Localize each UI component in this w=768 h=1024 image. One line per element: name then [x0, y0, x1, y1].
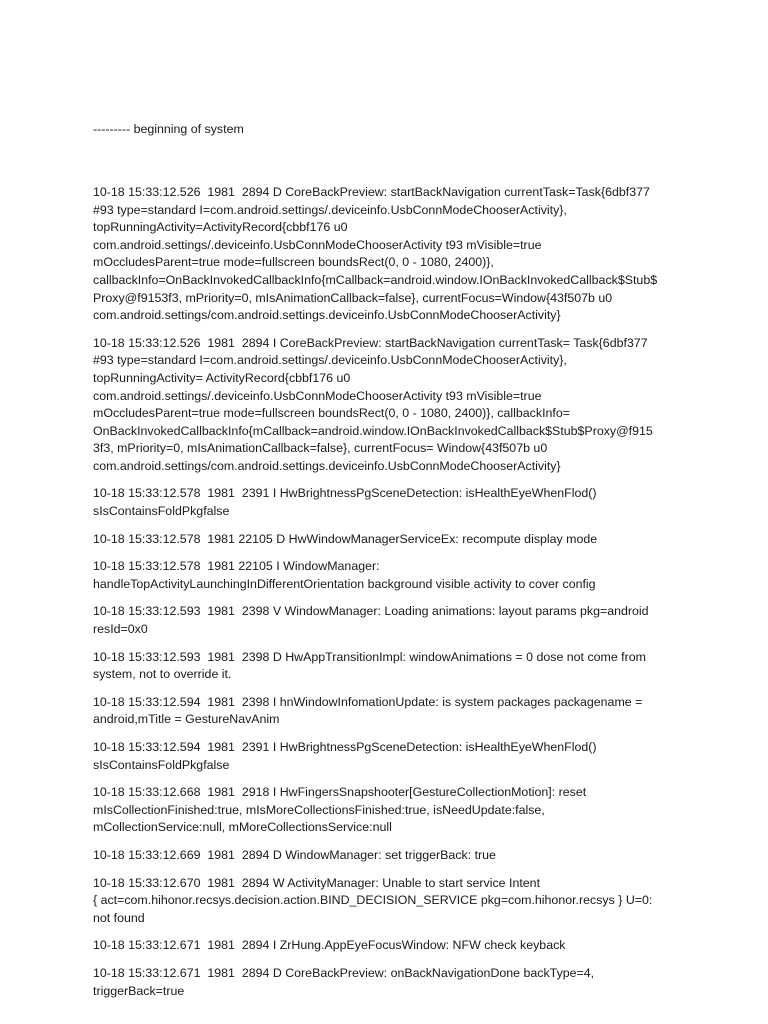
log-line: com.android.settings/.deviceinfo.UsbConnModeChooserActivity t93 mVisible=true	[93, 237, 542, 252]
log-line: callbackInfo=OnBackInvokedCallbackInfo{mCallback=android.window.IOnBackInvokedCallback$Stub$	[93, 272, 658, 287]
log-line: 10-18 15:33:12.668 1981 2918 I HwFingersSnapshooter[GestureCollectionMotion]: reset	[93, 785, 587, 800]
log-line: 10-18 15:33:12.594 1981 2398 I hnWindowInfomationUpdate: is system packages packagename =	[93, 694, 643, 709]
log-document	[93, 86, 683, 1010]
log-line: 10-18 15:33:12.671 1981 2894 I ZrHung.AppEyeFocusWindow: NFW check keyback	[93, 938, 566, 953]
log-line: 10-18 15:33:12.670 1981 2894 W ActivityManager: Unable to start service Intent	[93, 875, 541, 890]
log-line: 10-18 15:33:12.593 1981 2398 V WindowManager: Loading animations: layout params pkg=android	[93, 604, 649, 619]
log-entry	[93, 531, 683, 549]
log-line: #93 type=standard I=com.android.settings/.deviceinfo.UsbConnModeChooserActivity},	[93, 353, 567, 368]
log-line: 10-18 15:33:12.593 1981 2398 D HwAppTransitionImpl: windowAnimations = 0 dose not come from	[93, 649, 646, 664]
log-entry	[93, 965, 683, 1000]
log-entry	[93, 184, 683, 325]
log-entry	[93, 739, 683, 774]
log-line: topRunningActivity=ActivityRecord{cbbf176 u0	[93, 220, 348, 235]
log-line: com.android.settings/com.android.settings.deviceinfo.UsbConnModeChooserActivity}	[93, 458, 561, 473]
log-line: topRunningActivity= ActivityRecord{cbbf176 u0	[93, 370, 351, 385]
log-line: mCollectionService:null, mMoreCollectionsService:null	[93, 820, 392, 835]
log-line: 10-18 15:33:12.578 1981 22105 I WindowManager:	[93, 559, 380, 574]
log-entry	[93, 784, 683, 837]
log-line: sIsContainsFoldPkgfalse	[93, 504, 230, 519]
log-entry	[93, 847, 683, 865]
log-line: 10-18 15:33:12.526 1981 2894 D CoreBackPreview: startBackNavigation currentTask=Task{6dbf377	[93, 184, 650, 199]
log-line: 10-18 15:33:12.671 1981 2894 D CoreBackPreview: onBackNavigationDone backType=4,	[93, 965, 595, 980]
log-line: 10-18 15:33:12.578 1981 22105 D HwWindowManagerServiceEx: recompute display mode	[93, 531, 598, 546]
log-entry	[93, 649, 683, 684]
log-entry	[93, 335, 683, 476]
log-entries	[93, 184, 683, 1000]
log-line: resId=0x0	[93, 622, 148, 637]
log-entry	[93, 937, 683, 955]
log-line: com.android.settings/com.android.settings.deviceinfo.UsbConnModeChooserActivity}	[93, 308, 561, 323]
log-line: 10-18 15:33:12.669 1981 2894 D WindowManager: set triggerBack: true	[93, 847, 496, 862]
log-line: 10-18 15:33:12.526 1981 2894 I CoreBackPreview: startBackNavigation currentTask= Task{6dbf377	[93, 335, 648, 350]
log-entry	[93, 694, 683, 729]
log-line: Proxy@f9153f3, mPriority=0, mIsAnimationCallback=false}, currentFocus=Window{43f507b u0	[93, 290, 613, 305]
log-line: system, not to override it.	[93, 667, 232, 682]
log-line: not found	[93, 910, 145, 925]
log-entry	[93, 558, 683, 593]
log-line: 10-18 15:33:12.594 1981 2391 I HwBrightnessPgSceneDetection: isHealthEyeWhenFlod()	[93, 740, 597, 754]
log-entry	[93, 603, 683, 638]
log-line: com.android.settings/.deviceinfo.UsbConnModeChooserActivity t93 mVisible=true	[93, 388, 542, 403]
log-line: 3f3, mPriority=0, mIsAnimationCallback=false}, currentFocus= Window{43f507b u0	[93, 441, 548, 456]
log-line: handleTopActivityLaunchingInDifferentOrientation background visible activity to cover config	[93, 576, 596, 591]
log-line: { act=com.hihonor.recsys.decision.action.BIND_DECISION_SERVICE pkg=com.hihonor.recsys } U=0:	[93, 893, 653, 908]
log-line: 10-18 15:33:12.578 1981 2391 I HwBrightnessPgSceneDetection: isHealthEyeWhenFlod()	[93, 486, 597, 501]
log-entry	[93, 875, 683, 928]
log-line: android,mTitle = GestureNavAnim	[93, 712, 280, 727]
log-line: mOccludesParent=true mode=fullscreen boundsRect(0, 0 - 1080, 2400)},	[93, 255, 494, 270]
log-line: sIsContainsFoldPkgfalse	[93, 757, 230, 772]
log-header	[93, 86, 683, 174]
log-line: OnBackInvokedCallbackInfo{mCallback=android.window.IOnBackInvokedCallback$Stub$Proxy@f915	[93, 423, 653, 438]
log-line: triggerBack=true	[93, 983, 185, 998]
log-entry	[93, 485, 683, 520]
log-line: #93 type=standard I=com.android.settings/.deviceinfo.UsbConnModeChooserActivity},	[93, 202, 567, 217]
log-line: mOccludesParent=true mode=fullscreen boundsRect(0, 0 - 1080, 2400)}, callbackInfo=	[93, 406, 570, 421]
log-header-text: --------- beginning of system	[93, 122, 244, 137]
log-line: mIsCollectionFinished:true, mIsMoreCollectionsFinished:true, isNeedUpdate:false,	[93, 802, 545, 817]
